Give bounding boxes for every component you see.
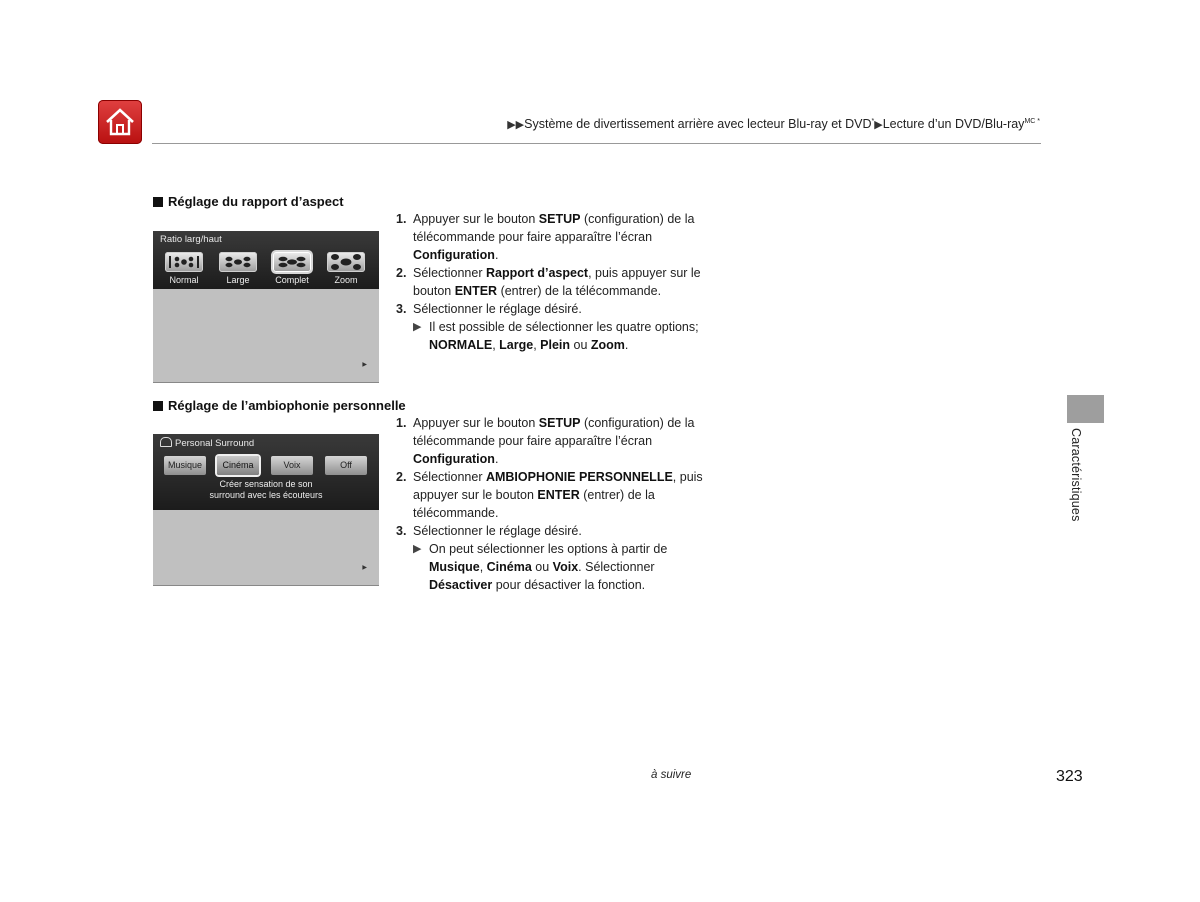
section-title-surround: Réglage de l’ambiophonie personnelle <box>153 398 406 413</box>
sub-note: ▶ Il est possible de sélectionner les quatre options; NORMALE, Large, Plein ou Zoom. <box>413 320 699 352</box>
large-option-icon[interactable] <box>219 252 257 272</box>
headphones-icon <box>160 437 172 447</box>
option-label-zoom: Zoom <box>334 275 358 285</box>
next-arrow-icon[interactable]: ▶ <box>362 362 367 368</box>
option-label-large: Large <box>226 275 250 285</box>
complet-option-icon[interactable] <box>273 252 311 272</box>
page-number: 323 <box>1056 768 1083 785</box>
list-item: 2. Sélectionner Rapport d’aspect, puis appuyer sur le bouton ENTER (entrer) de la télécommande. <box>396 266 701 298</box>
arrow-icon: ▶ <box>413 543 422 555</box>
steps-surround <box>396 414 711 594</box>
header-divider <box>152 143 1041 144</box>
aspect-ratio-screen <box>153 231 379 383</box>
continued-label: à suivre <box>651 769 692 781</box>
option-musique[interactable]: Musique <box>164 456 206 475</box>
normal-option-icon[interactable] <box>165 252 203 272</box>
option-description: Créer sensation de son surround avec les écouteurs <box>209 479 323 500</box>
list-item: 2. Sélectionner AMBIOPHONIE PERSONNELLE, puis appuyer sur le bouton ENTER (entrer) de la télécommande. <box>396 470 703 520</box>
arrow-icon: ▶ <box>413 321 422 333</box>
option-voix[interactable]: Voix <box>271 456 313 475</box>
option-off[interactable]: Off <box>325 456 367 475</box>
breadcrumb: ▶▶Système de divertissement arrière avec lecteur Blu-ray et DVD*▶Lecture d’un DVD/Blu-ray$^{MC *}$ <box>507 117 1040 131</box>
home-icon <box>104 106 136 138</box>
chapter-label: Caractéristiques <box>1069 428 1083 522</box>
zoom-option-icon[interactable] <box>327 252 365 272</box>
list-item: 3. Sélectionner le réglage désiré. <box>396 302 582 316</box>
chapter-tab[interactable] <box>1067 395 1104 423</box>
option-label-normal: Normal <box>169 275 199 285</box>
option-label-complet: Complet <box>275 275 309 285</box>
sub-note: ▶ On peut sélectionner les options à partir de Musique, Cinéma ou Voix. Sélectionner Désactiver pour désactiver la fonction. <box>413 542 668 592</box>
list-item: 1. Appuyer sur le bouton SETUP (configuration) de la télécommande pour faire apparaître l’écran Configuration. <box>396 416 695 466</box>
home-button[interactable] <box>98 100 142 144</box>
personal-surround-screen <box>153 434 379 586</box>
breadcrumb-link-1[interactable]: Système de divertissement arrière avec lecteur Blu-ray et DVD <box>524 117 872 131</box>
list-item: 1. Appuyer sur le bouton SETUP (configuration) de la télécommande pour faire apparaître l’écran Configuration. <box>396 212 695 262</box>
screen-title: Ratio larg/haut <box>160 234 222 245</box>
option-cinema[interactable]: Cinéma <box>217 456 259 475</box>
section-title-aspect: Réglage du rapport d’aspect <box>153 194 344 209</box>
breadcrumb-link-2[interactable]: Lecture d’un DVD/Blu-ray <box>882 117 1025 131</box>
steps-aspect <box>396 210 711 354</box>
screen-title: Personal Surround <box>160 437 254 449</box>
next-arrow-icon[interactable]: ▶ <box>362 565 367 571</box>
list-item: 3. Sélectionner le réglage désiré. <box>396 524 582 538</box>
